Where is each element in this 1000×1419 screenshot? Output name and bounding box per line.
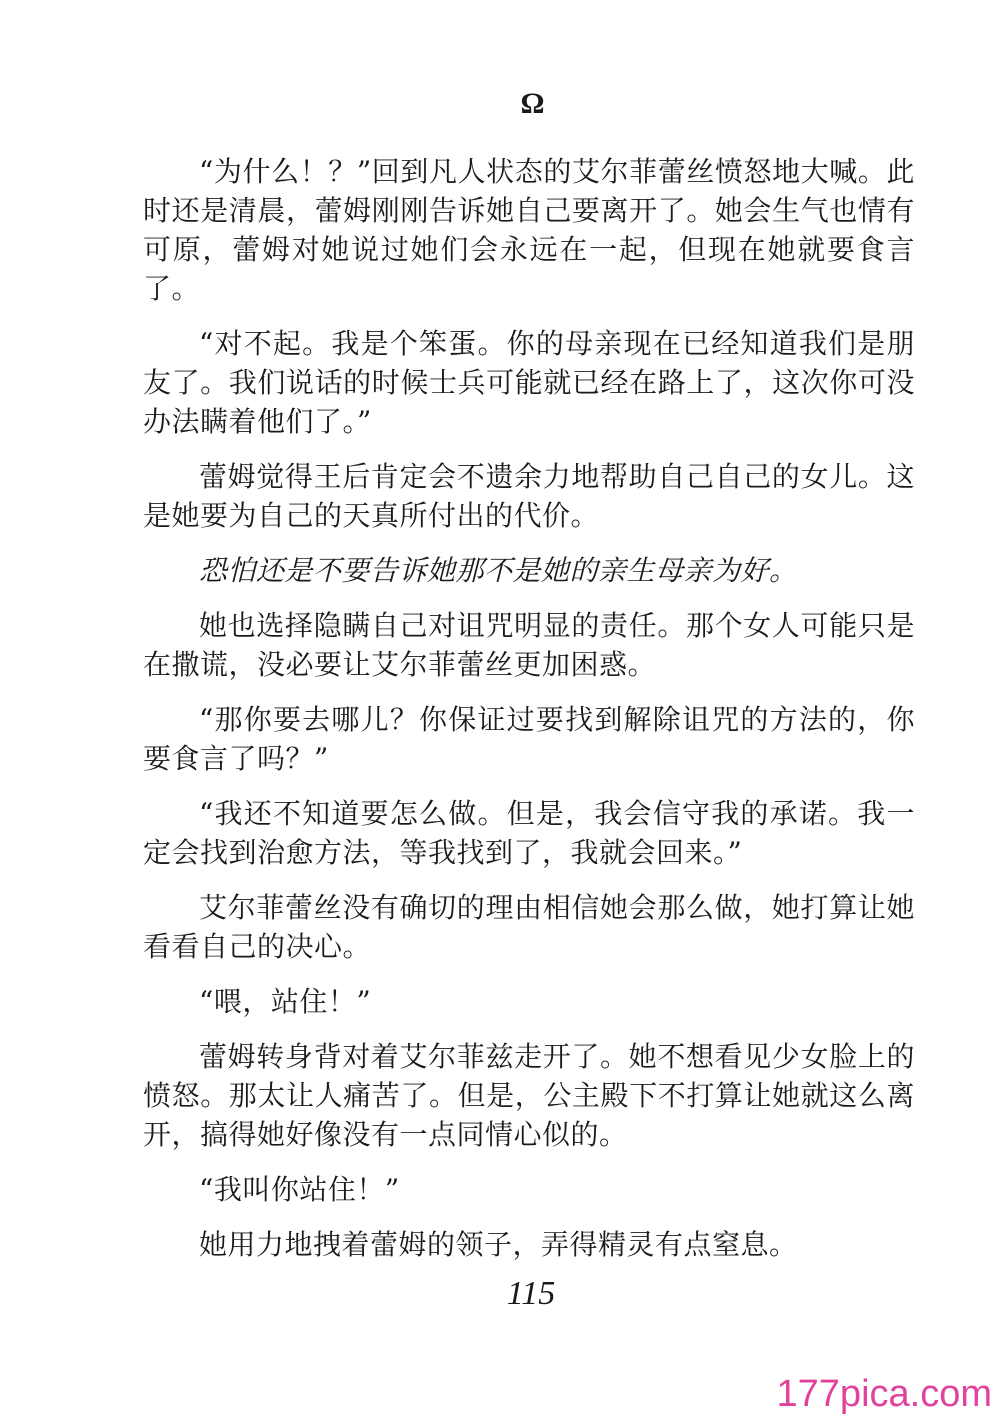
chapter-symbol: Ω <box>520 87 545 120</box>
paragraph: “对不起。我是个笨蛋。你的母亲现在已经知道我们是朋友了。我们说话的时候士兵可能就已经在路上了，这次你可没办法瞒着他们了。” <box>143 327 915 438</box>
paragraph: “喂，站住！” <box>199 985 372 1018</box>
body-text <box>143 152 915 1280</box>
paragraph: “我叫你站住！” <box>199 1173 400 1206</box>
paragraph: 艾尔菲蕾丝没有确切的理由相信她会那么做，她打算让她看看自己的决心。 <box>143 891 915 963</box>
paragraph: 蕾姆转身背对着艾尔菲兹走开了。她不想看见少女脸上的愤怒。那太让人痛苦了。但是，公主殿下不打算让她就这么离开，搞得她好像没有一点同情心似的。 <box>143 1040 915 1151</box>
paragraph: 蕾姆觉得王后肯定会不遗余力地帮助自己自己的女儿。这是她要为自己的天真所付出的代价。 <box>143 460 915 532</box>
paragraph: 她也选择隐瞒自己对诅咒明显的责任。那个女人可能只是在撒谎，没必要让艾尔菲蕾丝更加困惑。 <box>143 609 915 681</box>
paragraph: “我还不知道要怎么做。但是，我会信守我的承诺。我一定会找到治愈方法，等我找到了，我就会回来。” <box>143 797 915 869</box>
paragraph-inner-thought: 恐怕还是不要告诉她那不是她的亲生母亲为好。 <box>199 554 798 587</box>
page-number: 115 <box>506 1275 556 1312</box>
paragraph: “那你要去哪儿？你保证过要找到解除诅咒的方法的，你要食言了吗？” <box>143 703 915 775</box>
paragraph: “为什么！？”回到凡人状态的艾尔菲蕾丝愤怒地大喊。此时还是清晨，蕾姆刚刚告诉她自己要离开了。她会生气也情有可原，蕾姆对她说过她们会永远在一起，但现在她就要食言了。 <box>143 155 915 305</box>
watermark: 177pica.com <box>776 1373 992 1415</box>
paragraph: 她用力地拽着蕾姆的领子，弄得精灵有点窒息。 <box>199 1228 798 1261</box>
